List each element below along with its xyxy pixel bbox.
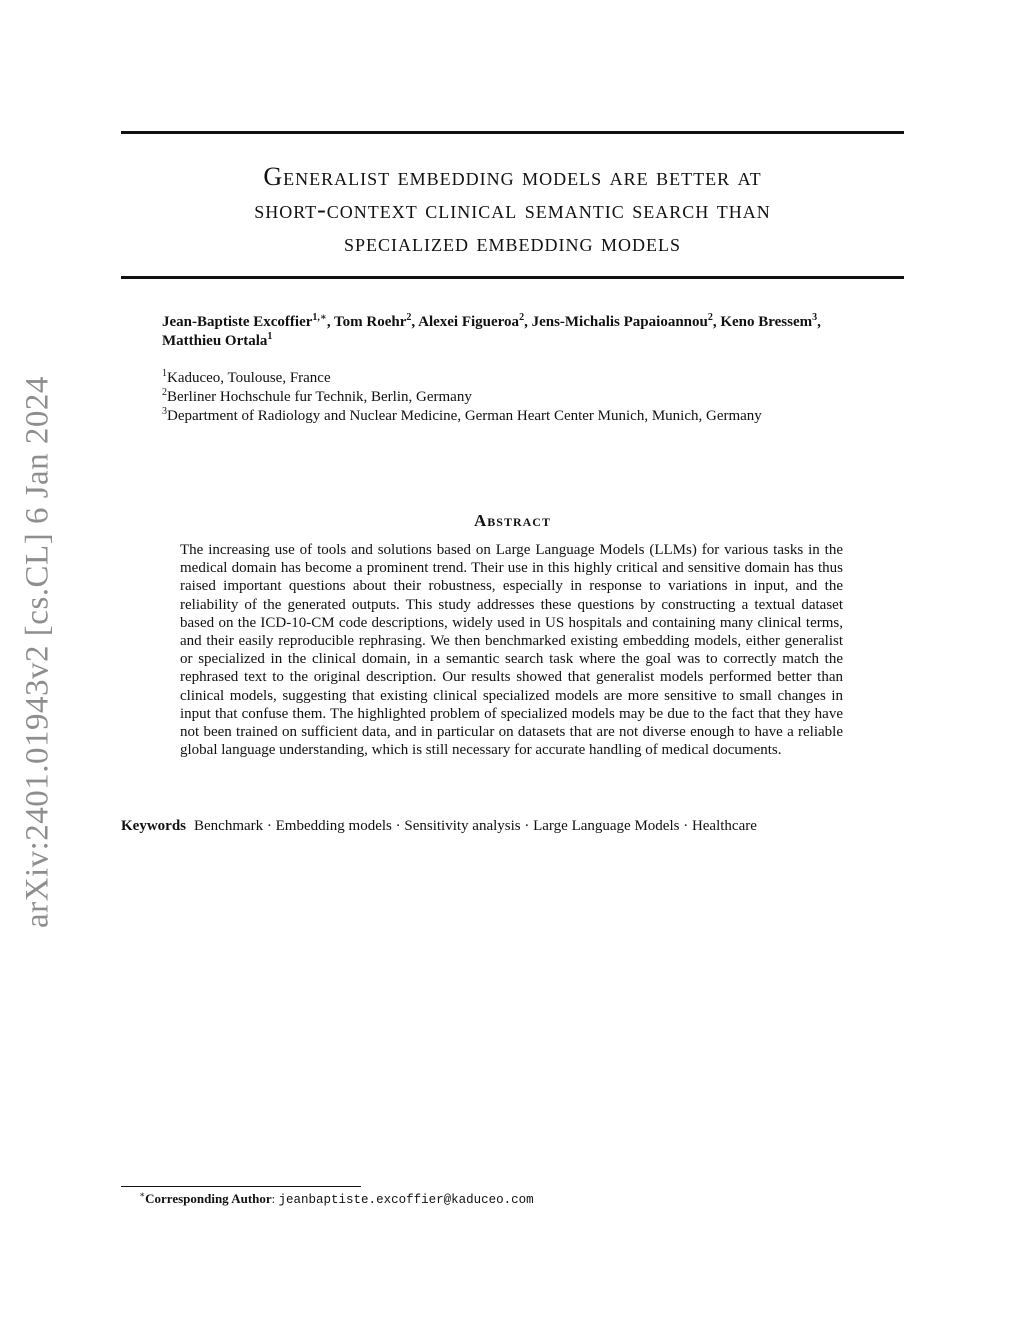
title-line-3: specialized embedding models xyxy=(344,228,681,257)
footnote-mark: ∗ xyxy=(139,1189,146,1200)
footnote-colon: : xyxy=(271,1191,279,1206)
affiliation-item xyxy=(162,407,882,426)
author-separator: , xyxy=(524,314,532,330)
abstract-heading: Abstract xyxy=(474,511,551,530)
author-list xyxy=(162,313,862,351)
title-line-1: Generalist embedding models are better at xyxy=(263,162,762,191)
author-name: Keno Bressem xyxy=(720,314,813,330)
author-name: Jens-Michalis Papaioannou xyxy=(531,314,708,330)
title-top-rule xyxy=(121,131,904,134)
arxiv-identifier-stamp: arXiv:2401.01943v2 [cs.CL] 6 Jan 2024 xyxy=(19,376,56,928)
abstract-text: The increasing use of tools and solutions based on Large Language Models (LLMs) for various tasks in the medical domain has become a prominent trend. Their use in this highly critical and sensitive domain has thus raised important questions about their robustness, especially in response to variations in input, and the reliability of the generated outputs. This study addresses these questions by constructing a textual dataset based on the ICD-10-CM code descriptions, widely used in US hospitals and containing many clinical terms, and their easily reproducible rephrasing. We then benchmarked existing embedding models, either generalist or specialized in the clinical domain, in a semantic search task where the goal was to correctly match the rephrased text to the original description. Our results showed that generalist models performed better than clinical models, suggesting that existing clinical specialized models are more sensitive to small changes in input that confuse them. The highlighted problem of specialized models may be due to the fact that they have not been trained on sufficient data, and in particular on datasets that are not diverse enough to have a reliable global language understanding, which is still necessary for accurate handling of medical documents. xyxy=(180,542,843,759)
title-line-2: short-context clinical semantic search than xyxy=(254,195,771,224)
affiliation-text: Berliner Hochschule fur Technik, Berlin, Germany xyxy=(167,389,472,405)
title-bottom-rule xyxy=(121,276,904,279)
author-name: Alexei Figueroa xyxy=(418,314,520,330)
author-affiliation-mark: 2 xyxy=(707,312,713,323)
author-affiliation-mark: 2 xyxy=(406,312,412,323)
affiliation-item xyxy=(162,369,882,388)
footnote-label: Corresponding Author xyxy=(145,1191,272,1206)
author-affiliation-mark: 3 xyxy=(812,312,818,323)
affiliation-number: 1 xyxy=(162,368,167,379)
author-affiliation-mark: 1 xyxy=(267,331,273,342)
author-separator: , xyxy=(326,314,335,330)
affiliation-text: Department of Radiology and Nuclear Medicine, German Heart Center Munich, Munich, Germany xyxy=(167,408,762,424)
author-separator: , xyxy=(712,314,721,330)
author-separator: , xyxy=(411,314,419,330)
paper-title xyxy=(121,160,904,259)
keywords-label: Keywords xyxy=(121,818,186,834)
affiliation-list xyxy=(162,369,882,426)
author-name: Jean-Baptiste Excoffier xyxy=(162,314,313,330)
author-affiliation-mark: 2 xyxy=(519,312,525,323)
corresponding-email: jeanbaptiste.excoffier@kaduceo.com xyxy=(278,1193,534,1207)
corresponding-author-footnote xyxy=(139,1190,839,1209)
keywords-text: Benchmark · Embedding models · Sensitivity analysis · Large Language Models · Healthcare xyxy=(194,818,757,834)
affiliation-number: 3 xyxy=(162,406,167,417)
author-separator: , xyxy=(817,314,821,330)
author-name: Tom Roehr xyxy=(334,314,407,330)
affiliation-number: 2 xyxy=(162,387,167,398)
affiliation-text: Kaduceo, Toulouse, France xyxy=(167,370,331,386)
author-affiliation-mark: 1,∗ xyxy=(312,312,327,323)
keywords-line xyxy=(121,817,904,836)
author-name: Matthieu Ortala xyxy=(162,333,268,349)
affiliation-item xyxy=(162,388,882,407)
footnote-rule xyxy=(121,1186,361,1187)
